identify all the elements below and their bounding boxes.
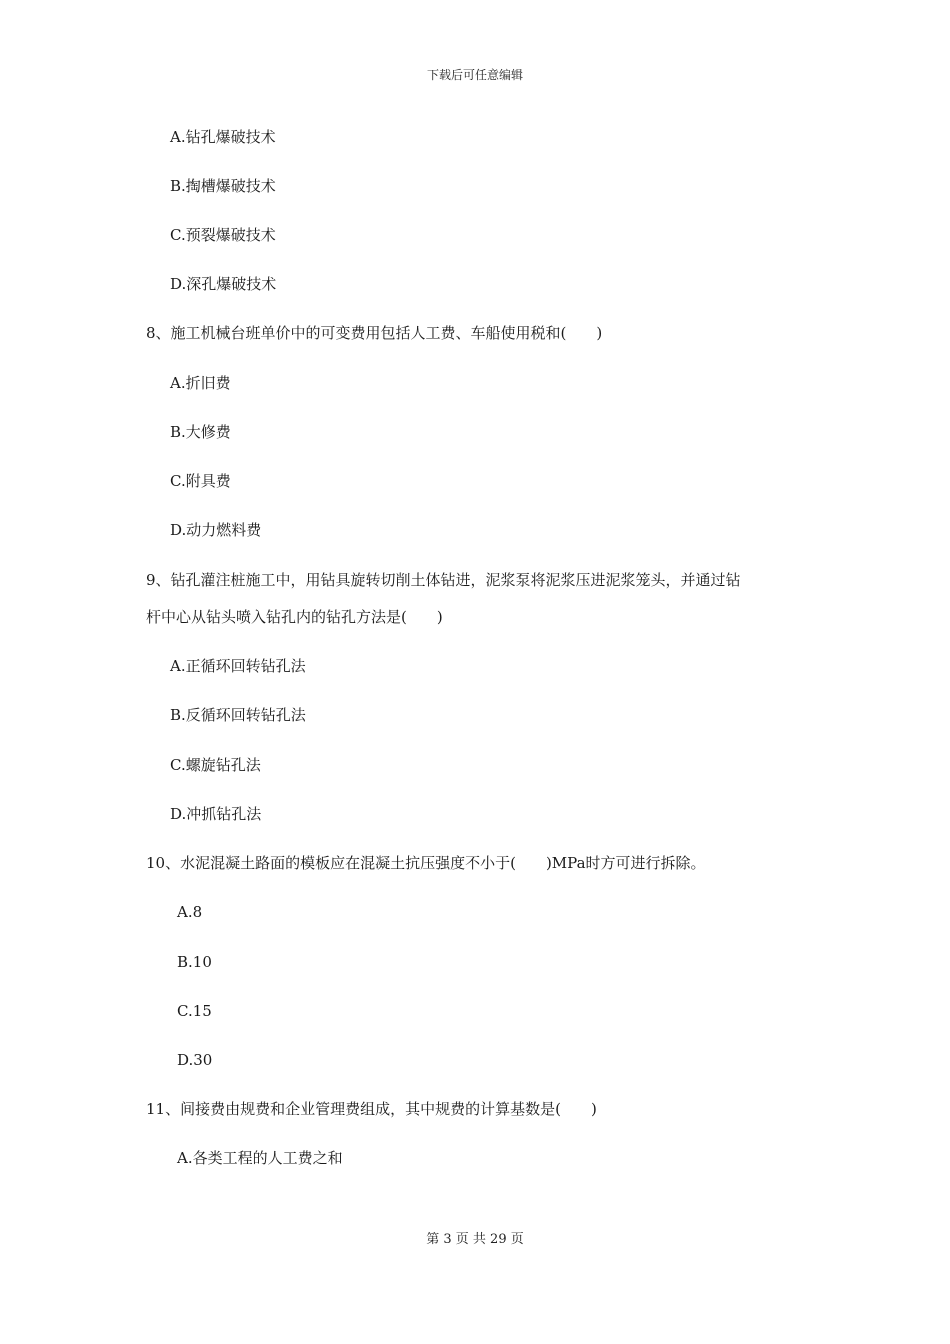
q10-option-a: A.8 [177, 903, 203, 921]
q9-option-d: D.冲抓钻孔法 [170, 805, 262, 823]
q10-option-c: C.15 [177, 1002, 212, 1020]
q10-text: 10、水泥混凝土路面的模板应在混凝土抗压强度不小于( )MPa时方可进行拆除。 [146, 854, 706, 872]
q9-text-line2: 杆中心从钻头喷入钻孔内的钻孔方法是( ) [146, 608, 443, 626]
q8-option-c: C.附具费 [170, 472, 231, 490]
q10-option-b: B.10 [177, 953, 212, 971]
q9-text-line1: 9、钻孔灌注桩施工中，用钻具旋转切削土体钻进，泥浆泵将泥浆压进泥浆笼头，并通过钻 [146, 571, 741, 589]
q7-option-d: D.深孔爆破技术 [170, 275, 277, 293]
page-footer: 第 3 页 共 29 页 [426, 1232, 524, 1247]
q8-text: 8、施工机械台班单价中的可变费用包括人工费、车船使用税和( ) [146, 324, 603, 342]
q11-text: 11、间接费由规费和企业管理费组成，其中规费的计算基数是( ) [146, 1100, 597, 1118]
q11-option-a: A.各类工程的人工费之和 [177, 1149, 343, 1167]
q10-option-d: D.30 [177, 1051, 213, 1069]
q9-option-a: A.正循环回转钻孔法 [170, 657, 306, 675]
page-header: 下载后可任意编辑 [426, 68, 523, 82]
q7-option-b: B.掏槽爆破技术 [170, 177, 276, 195]
q8-option-a: A.折旧费 [170, 374, 231, 392]
q9-option-b: B.反循环回转钻孔法 [170, 706, 306, 724]
q7-option-c: C.预裂爆破技术 [170, 226, 276, 244]
q8-option-b: B.大修费 [170, 423, 231, 441]
q7-option-a: A.钻孔爆破技术 [170, 128, 276, 146]
q9-option-c: C.螺旋钻孔法 [170, 756, 261, 774]
q8-option-d: D.动力燃料费 [170, 521, 262, 539]
